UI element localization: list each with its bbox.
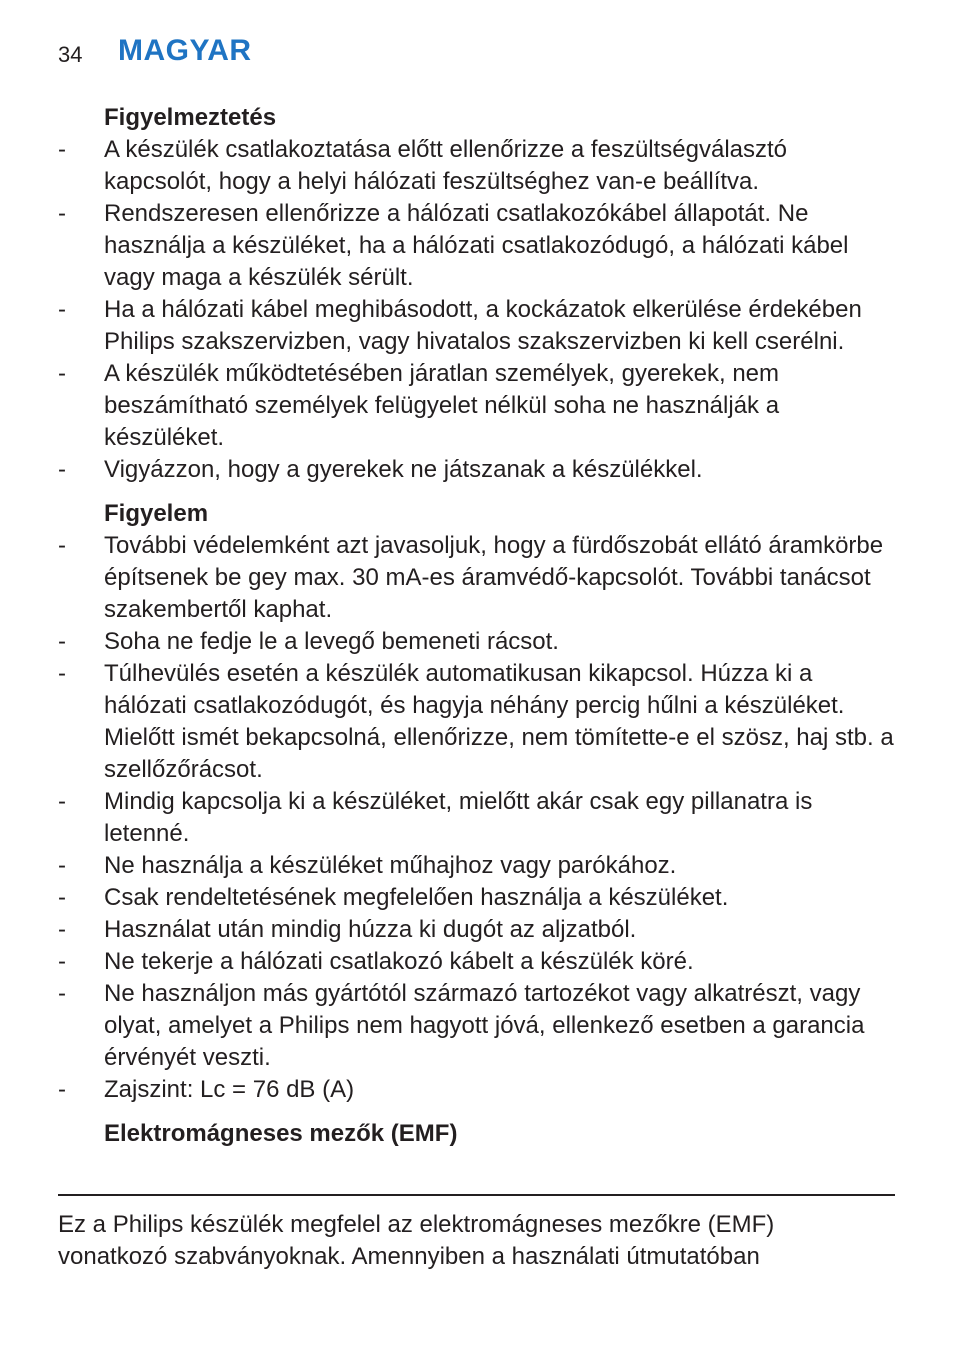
list-item	[58, 626, 894, 658]
list-item-text: Csak rendeltetésének megfelelően használja a készüléket.	[104, 884, 729, 911]
list-item	[58, 1074, 894, 1106]
list-item	[58, 978, 894, 1074]
list-item	[58, 454, 894, 486]
emf-line: vonatkozó szabványoknak. Amennyiben a használati útmutatóban	[58, 1243, 760, 1270]
emf-heading: Elektromágneses mezők (EMF)	[104, 1120, 458, 1147]
page-content	[58, 102, 894, 1150]
bullet-dash: -	[58, 852, 66, 879]
bullet-dash: -	[58, 660, 66, 687]
emf-line: Ez a Philips készülék megfelel az elektromágneses mezőkre (EMF)	[58, 1211, 775, 1238]
list-item-text: Zajszint: Lc = 76 dB (A)	[104, 1076, 355, 1103]
list-item-text: Mindig kapcsolja ki a készüléket, mielőtt akár csak egy pillanatra is letenné.	[104, 788, 813, 847]
list-item-text: Túlhevülés esetén a készülék automatikusan kikapcsol. Húzza ki a hálózati csatlakozódugót, és hagyja néhány percig hűlni a készüléket. Mielőtt ismét bekapcsolná, ellenőrizze, nem tömítette-e el szösz, haj stb. a szellőzőrácsot.	[104, 660, 894, 783]
bullet-dash: -	[58, 360, 66, 387]
warning-heading: Figyelmeztetés	[104, 104, 277, 131]
bullet-dash: -	[58, 200, 66, 227]
list-item-text: Használat után mindig húzza ki dugót az aljzatból.	[104, 916, 637, 943]
list-item-text: Ne használjon más gyártótól származó tartozékot vagy alkatrészt, vagy olyat, amelyet a Philips nem hagyott jóvá, ellenkező esetben a garancia érvényét veszti.	[104, 980, 865, 1071]
list-item	[58, 946, 894, 978]
list-item-text: Rendszeresen ellenőrizze a hálózati csatlakozókábel állapotát. Ne használja a készüléket, ha a hálózati csatlakozódugó, a hálózati kábel vagy maga a készülék sérült.	[104, 200, 849, 291]
list-item-text: Soha ne fedje le a levegő bemeneti rácsot.	[104, 628, 559, 655]
list-item-text: További védelemként azt javasoljuk, hogy a fürdőszobát ellátó áramkörbe építsenek be gey max. 30 mA-es áramvédő-kapcsolót. További tanácsot szakembertől kaphat.	[104, 532, 884, 623]
bullet-dash: -	[58, 980, 66, 1007]
page-number: 34	[58, 42, 83, 67]
list-item	[58, 530, 894, 626]
bullet-dash: -	[58, 948, 66, 975]
caution-heading: Figyelem	[104, 500, 209, 527]
bullet-dash: -	[58, 916, 66, 943]
list-item-text: A készülék működtetésében járatlan személyek, gyerekek, nem beszámítható személyek felügyelet nélkül soha ne használják a készüléket.	[104, 360, 780, 451]
list-item-text: Ne tekerje a hálózati csatlakozó kábelt a készülék köré.	[104, 948, 694, 975]
section-title: MAGYAR	[118, 34, 252, 67]
bullet-dash: -	[58, 136, 66, 163]
bullet-dash: -	[58, 532, 66, 559]
caution-list	[58, 530, 894, 1106]
list-item-text: Ne használja a készüléket műhajhoz vagy parókához.	[104, 852, 677, 879]
section-divider	[58, 1194, 895, 1196]
list-item	[58, 658, 894, 786]
list-item	[58, 358, 894, 454]
warning-list	[58, 134, 894, 486]
list-item	[58, 294, 894, 358]
bullet-dash: -	[58, 296, 66, 323]
list-item	[58, 882, 894, 914]
bullet-dash: -	[58, 456, 66, 483]
list-item-text: A készülék csatlakoztatása előtt ellenőrizze a feszültségválasztó kapcsolót, hogy a helyi hálózati feszültséghez van-e beállítva.	[104, 136, 788, 195]
list-item	[58, 850, 894, 882]
list-item	[58, 914, 894, 946]
list-item	[58, 134, 894, 198]
list-item-text: Ha a hálózati kábel meghibásodott, a kockázatok elkerülése érdekében Philips szakszervizben, vagy hivatalos szakszervizben ki kell cserélni.	[104, 296, 862, 355]
bullet-dash: -	[58, 788, 66, 815]
bullet-dash: -	[58, 1076, 66, 1103]
bullet-dash: -	[58, 628, 66, 655]
list-item-text: Vigyázzon, hogy a gyerekek ne játszanak a készülékkel.	[104, 456, 703, 483]
list-item	[58, 786, 894, 850]
bullet-dash: -	[58, 884, 66, 911]
emf-paragraph	[58, 1209, 894, 1273]
list-item	[58, 198, 894, 294]
